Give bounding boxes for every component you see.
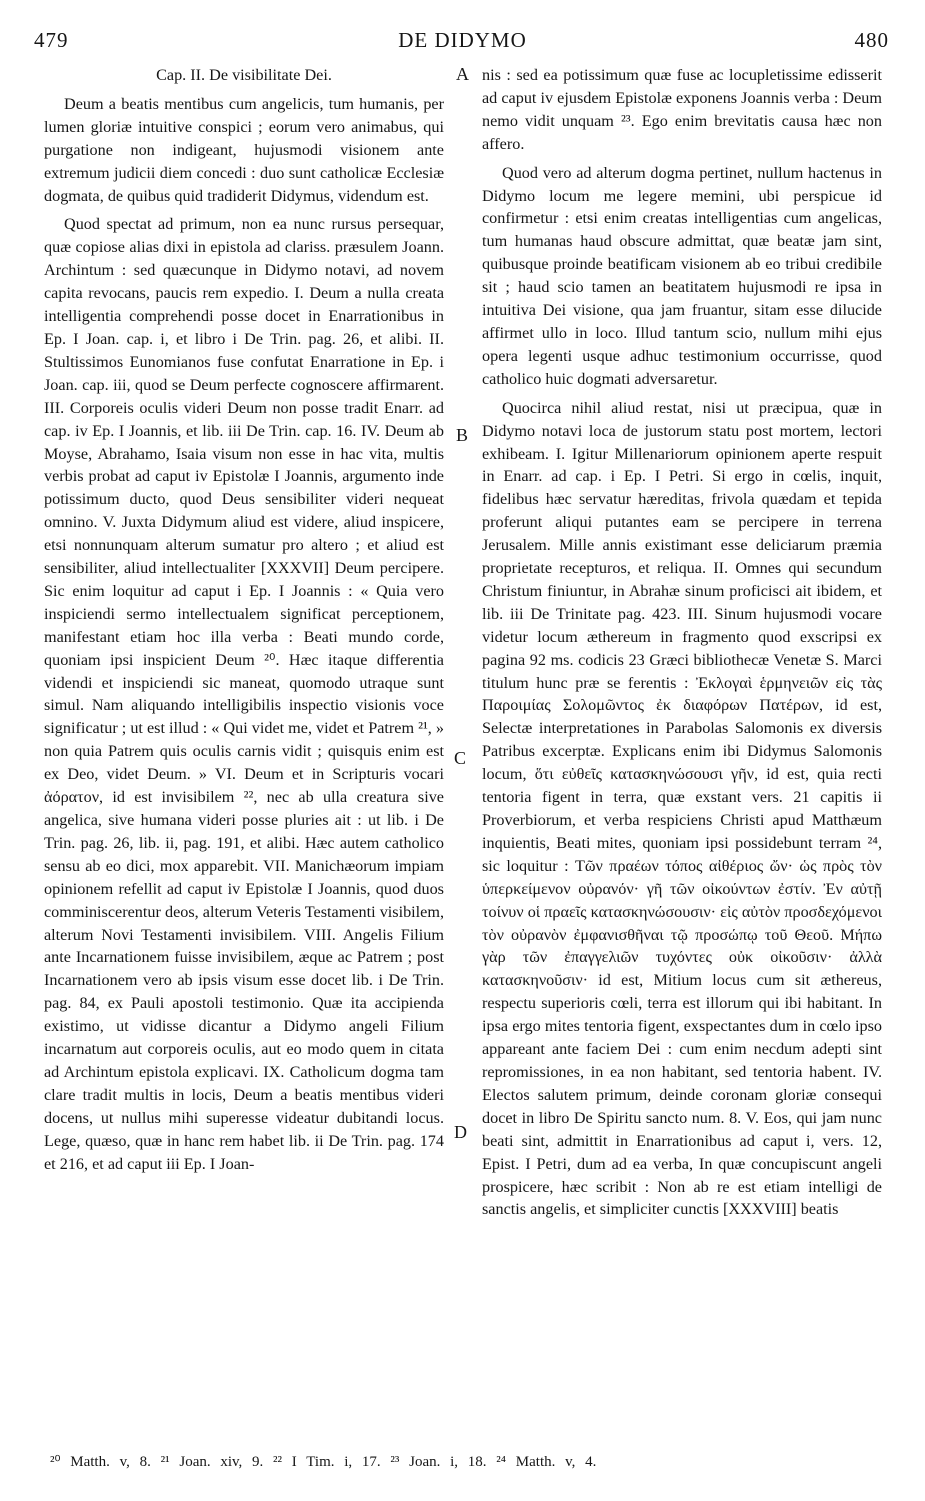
paragraph: Quod spectat ad primum, non ea nunc rursus persequar, quæ copiose alias dixi in epistola ad clariss. præsulem Joann. Archintum : sed quæcunque in Didymo notavi, ad novem capita revocans, paucis rem expedio. I. Deum a nulla creata intelligentia comprehendi posse docet in Enarrationibus in Ep. I Joan. cap. i, et libro i De Trin. pag. 26, et alibi. II. Stultissimos Eunomianos fuse confutat Enarratione in Ep. i Joan. cap. iii, quod se Deum perfecte cognoscere affirmarent. III. Corporeis oculis videri Deum non posse tradit Enarr. ad cap. iv Ep. I Joannis, et lib. iii De Trin. cap. 16. IV. Deum ab Moyse, Abrahamo, Isaia visum non esse in hac vita, multis verbis probat ad caput iv Epistolæ I Joannis, argumento inde potissimum ducto, quod Deus sensibiliter videri nequeat omnino. V. Juxta Didymum aliud est videre, aliud inspicere, etsi nonnunquam alterum sumatur pro altero ; et aliud est sensibiliter, aliud intellectualiter [XXXVII] Deum percipere. Sic enim loquitur ad caput i Ep. I Joannis : « Quia vero inspiciendi sermo intellectualem significat perceptionem, manifestant etiam hoc illa verba : Beati mundo corde, quoniam ipsi inspicient Deum ²⁰. Hæc itaque differentia videndi et inspiciendi sic maneat, quomodo utraque sunt simul. Nam aliquando intelligibilis inspectio visionis voce significatur ; ut est illud : « Qui videt me, videt et Patrem ²¹, » non quia Patrem quis oculis carnis vidit ; quisquis enim est ex Deo, videt Deum. » VI. Deum et in Scripturis vocari ἀόρατον, id est invisibilem ²², nec ab ulla creatura sive angelica, sive humana videri posse pluries ait : ut lib. i De Trin. pag. 26, lib. ii, pag. 191, et alibi. Hæc autem catholico sensu ab eo dici, mox apparebit. VII. Manichæorum impiam opinionem refellit ad caput iv Epistolæ I Joannis, quod duos comminiscerentur deos, alterum Veteris Testamenti visibilem, alterum Novi Testamenti invisibilem. VIII. Angelis Filium ante Incarnationem fuisse invisibilem, æque ac Patrem ; post Incarnationem vero ab ipsis visum esse docet lib. i De Trin. pag. 84, ex Pauli apostoli testimonio. Quæ ita accipienda existimo, ut vidisse dicantur a Didymo angeli Filium incarnatum aut corporeis oculis, aut eo modo quem in citata ad Archintum epistola explicavi. IX. Catholicum dogma tam clare tradit multis in locis, Deum a beatis mentibus videri docens, ut nullus mihi superesse videatur dubitandi locus. Lege, quæso, quæ in hanc rem habet lib. ii De Trin. pag. 174 et 216, et ad caput iii Ep. I Joan-: [44, 215, 444, 1173]
margin-letter-a: A: [456, 64, 469, 84]
left-column: [44, 64, 444, 1176]
chapter-caption: Cap. II. De visibilitate Dei.: [156, 66, 332, 84]
footnotes: ²⁰ Matth. v, 8. ²¹ Joan. xiv, 9. ²² I Tim. i, 17. ²³ Joan. i, 18. ²⁴ Matth. v, 4.: [50, 1454, 597, 1470]
paragraph: Deum a beatis mentibus cum angelicis, tum humanis, per lumen gloriæ intuitive conspici ; eorum vero animabus, qui purgatione non indigeant, hujusmodi visionem ante extremum judicii diem concedi : duo sunt catholicæ Ecclesiæ dogmata, de quibus quid tradiderit Didymus, videndum est.: [44, 94, 444, 205]
right-page-number: 480: [854, 28, 889, 52]
running-title: DE DIDYMO: [398, 28, 527, 52]
margin-letter-c: C: [454, 748, 467, 768]
paragraph: nis : sed ea potissimum quæ fuse ac locupletissime edisserit ad caput iv ejusdem Epistolæ exponens Joannis verba : Deum nemo vidit unquam ²³. Ego enim brevitatis causa hæc non affero.: [482, 66, 882, 153]
paragraph: Quocirca nihil aliud restat, nisi ut præcipua, quæ in Didymo notavi loca de justorum statu post mortem, lectori exhibeam. I. Igitur Millenariorum opinionem aperte respuit in Enarr. ad cap. i Ep. I Petri. Si ergo in cœlis, inquit, fidelibus hæc servatur hæreditas, frivola quædam et tepida proferunt aliqui putantes eam se percipere in terrena Jerusalem. Mille annis existimant esse deliciarum præmia proprietate recepturos, et reliqua. II. Omnes qui secundum Christum finiuntur, in Abrahæ sinum proficisci ait ibidem, et lib. iii De Trinitate pag. 423. III. Sinum hujusmodi vocare videtur locum æthereum in fragmento quod exscripsi ex pagina 92 ms. codicis 23 Græci bibliothecæ Venetæ S. Marci titulum hunc præ se ferentis : Ἐκλογαὶ ἑρμηνειῶν εἰς τὰς Παροιμίας Σολομῶντος ἐκ διαφόρων Πατέρων, id est, Selectæ interpretationes in Parabolas Salomonis ex diversis Patribus excerptæ. Explicans enim ibi Didymus Salomonis locum, ὅτι εὐθεῖς κατασκηνώσουσι γῆν, id est, quia recti tentoria figent in terra, quæ exstant vers. 21 capitis ii Proverbiorum, et verba respiciens Christi apud Matthæum inquientis, Beati mites, quoniam ipsi possidebunt terram ²⁴, sic loquitur : Τῶν πραέων τόπος αἰθέριος ὤν· ὡς πρὸς τὸν ὑπερκείμενον οὐρανόν· γῆ τῶν οἰκούντων ἐστίν. Ἐν αὐτῇ τοίνυν οἱ πραεῖς κατασκηνώσουσιν· εἰς αὐτὸν προσδεχόμενοι τὸν οὐρανὸν ἐμφανισθῆναι τῷ προσώπῳ τοῦ Θεοῦ. Μήπω γὰρ τῶν ἐπαγγελιῶν τυχόντες οὐκ οἰκοῦσιν· ἀλλὰ κατασκηνοῦσιν· id est, Mitium locus cum sit æthereus, respectu superioris cœli, terra est illorum qui ibi habitant. In ipsa ergo mites tentoria figent, exspectantes dum in cœlo ipso appareant ante faciem Dei : cum enim necdum adepti sint repromissiones, in ea non habitant, sed tentoria habent. IV. Electos salutem primum, deinde coronam gloriæ consequi docet in libro De Spiritu sancto num. 8. V. Eos, qui jam nunc beati sint, admittit in Enarrationibus ad caput i, vers. 12, Epist. I Petri, dum ad ea verba, In quæ concupiscunt angeli prospicere, hæc scribit : Non ab re est etiam intelligi de sanctis angelis, et simpliciter cunctis [XXXVIII] beatis: [482, 398, 882, 1219]
paragraph: Quod vero ad alterum dogma pertinet, nullum hactenus in Didymo locum me legere memini, ubi perspicue id confirmetur : etsi enim creatas intelligentias cum angelicas, tum humanas haud obscure admittat, quæ beatæ jam sint, quibusque proinde beatificam visionem ab eo tribui credibile sit ; haud scio tamen an beatitatem hujusmodi re ipsa in intuitiva Dei visione, qua jam fruantur, sitam esse dilucide affirmet ullo in loco. Illud tantum scio, nullum mihi ejus opera legenti usque adhuc testimonium occurrisse, quod catholico huic dogmati adversaretur.: [482, 163, 882, 388]
right-column: [482, 64, 882, 1221]
margin-letter-d: D: [454, 1122, 467, 1142]
margin-letter-b: B: [456, 425, 469, 445]
left-page-number: 479: [34, 28, 69, 52]
